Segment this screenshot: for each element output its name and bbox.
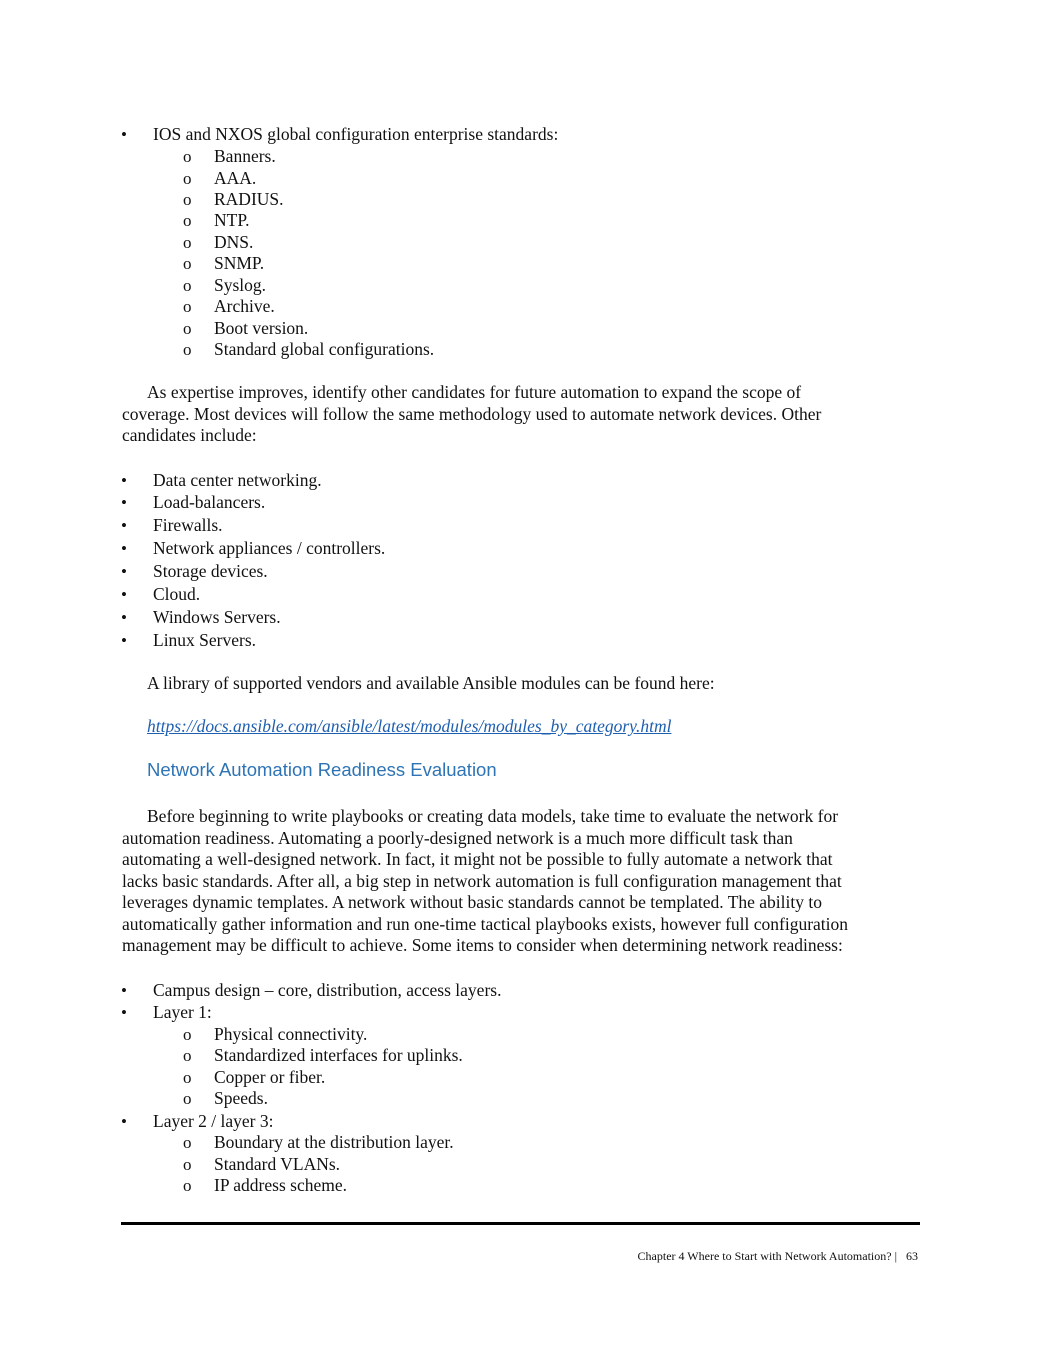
sub-bullet: o (183, 1046, 192, 1065)
sub-bullet: o (183, 211, 192, 230)
paragraph-line: coverage. Most devices will follow the same methodology used to automate network devices. Other (122, 403, 822, 424)
sub-item: Standard global configurations. (214, 339, 435, 359)
sub-item: NTP. (214, 210, 250, 230)
bullet: • (121, 981, 127, 1000)
sub-item: RADIUS. (214, 189, 284, 209)
list-item-ios-nxos: IOS and NXOS global configuration enterprise standards: (153, 124, 559, 144)
list-item: Firewalls. (153, 515, 223, 535)
list-item: Linux Servers. (153, 630, 257, 650)
sub-bullet: o (183, 276, 192, 295)
sub-bullet: o (183, 190, 192, 209)
sub-bullet: o (183, 1176, 192, 1195)
paragraph-line: automating a well-designed network. In fact, it might not be possible to fully automate a network that (122, 849, 833, 869)
sub-item: Standard VLANs. (214, 1154, 341, 1174)
bullet: • (121, 1112, 127, 1131)
bullet: • (121, 493, 127, 512)
sub-item: Archive. (214, 296, 275, 316)
page-footer (638, 1249, 918, 1264)
list-item: Windows Servers. (153, 607, 281, 627)
paragraph-line: automation readiness. Automating a poorly-designed network is a much more difficult task than (122, 827, 793, 848)
sub-item: IP address scheme. (214, 1175, 347, 1195)
sub-item: Syslog. (214, 275, 267, 295)
paragraph-line: automatically gather information and run one-time tactical playbooks exists, however full configuration (122, 913, 849, 934)
sub-bullet: o (183, 169, 192, 188)
sub-item: DNS. (214, 232, 254, 252)
paragraph-line: candidates include: (122, 425, 257, 445)
bullet: • (121, 585, 127, 604)
paragraph-line: Before beginning to write playbooks or creating data models, take time to evaluate the network for (147, 806, 839, 826)
sub-item: Speeds. (214, 1088, 268, 1108)
bullet: • (121, 125, 127, 144)
sub-item: Physical connectivity. (214, 1024, 368, 1044)
sub-bullet: o (183, 1133, 192, 1152)
paragraph-line: leverages dynamic templates. A network without basic standards cannot be templated. The ability to (122, 892, 822, 912)
sub-bullet: o (183, 1025, 192, 1044)
paragraph-readiness (122, 806, 848, 957)
bullet: • (121, 562, 127, 581)
sub-item: AAA. (214, 168, 257, 188)
sub-bullet: o (183, 1068, 192, 1087)
sub-item: Standardized interfaces for uplinks. (214, 1045, 463, 1065)
sub-item: Boot version. (214, 318, 309, 338)
bullet: • (121, 1003, 127, 1022)
sub-item: Banners. (214, 146, 276, 166)
sub-bullet: o (183, 1155, 192, 1174)
paragraph-line: lacks basic standards. After all, a big step in network automation is full configuration management that (122, 870, 842, 891)
sub-bullet: o (183, 340, 192, 359)
page-number: 63 (906, 1249, 918, 1263)
footer-rule (121, 1222, 920, 1225)
ansible-modules-link[interactable]: https://docs.ansible.com/ansible/latest/modules/modules_by_category.html (147, 716, 672, 736)
bullet: • (121, 471, 127, 490)
footer-chapter-text: Chapter 4 Where to Start with Network Automation? | (637, 1249, 897, 1263)
sub-item: Boundary at the distribution layer. (214, 1132, 454, 1152)
sub-item: SNMP. (214, 253, 265, 273)
list-item: Load-balancers. (153, 492, 266, 512)
sub-bullet: o (183, 319, 192, 338)
paragraph-line: management may be difficult to achieve. Some items to consider when determining network readiness: (122, 935, 843, 955)
paragraph-candidates (122, 382, 821, 447)
sub-bullet: o (183, 254, 192, 273)
paragraph-line: As expertise improves, identify other candidates for future automation to expand the scope of (147, 382, 802, 402)
list-item: Network appliances / controllers. (153, 538, 386, 558)
sub-item: Copper or fiber. (214, 1067, 326, 1087)
library-text: A library of supported vendors and available Ansible modules can be found here: (147, 673, 715, 693)
list-item: Storage devices. (153, 561, 268, 581)
sub-bullet: o (183, 1089, 192, 1108)
list-item: Cloud. (153, 584, 201, 604)
bullet: • (121, 516, 127, 535)
list-item-campus: Campus design – core, distribution, access layers. (153, 980, 502, 1000)
bullet: • (121, 539, 127, 558)
list-item-layer23: Layer 2 / layer 3: (153, 1111, 274, 1131)
list-item: Data center networking. (153, 470, 322, 490)
section-heading: Network Automation Readiness Evaluation (147, 759, 497, 780)
bullet: • (121, 608, 127, 627)
sub-bullet: o (183, 297, 192, 316)
list-item-layer1: Layer 1: (153, 1002, 212, 1022)
sub-bullet: o (183, 233, 192, 252)
sub-bullet: o (183, 147, 192, 166)
bullet: • (121, 631, 127, 650)
